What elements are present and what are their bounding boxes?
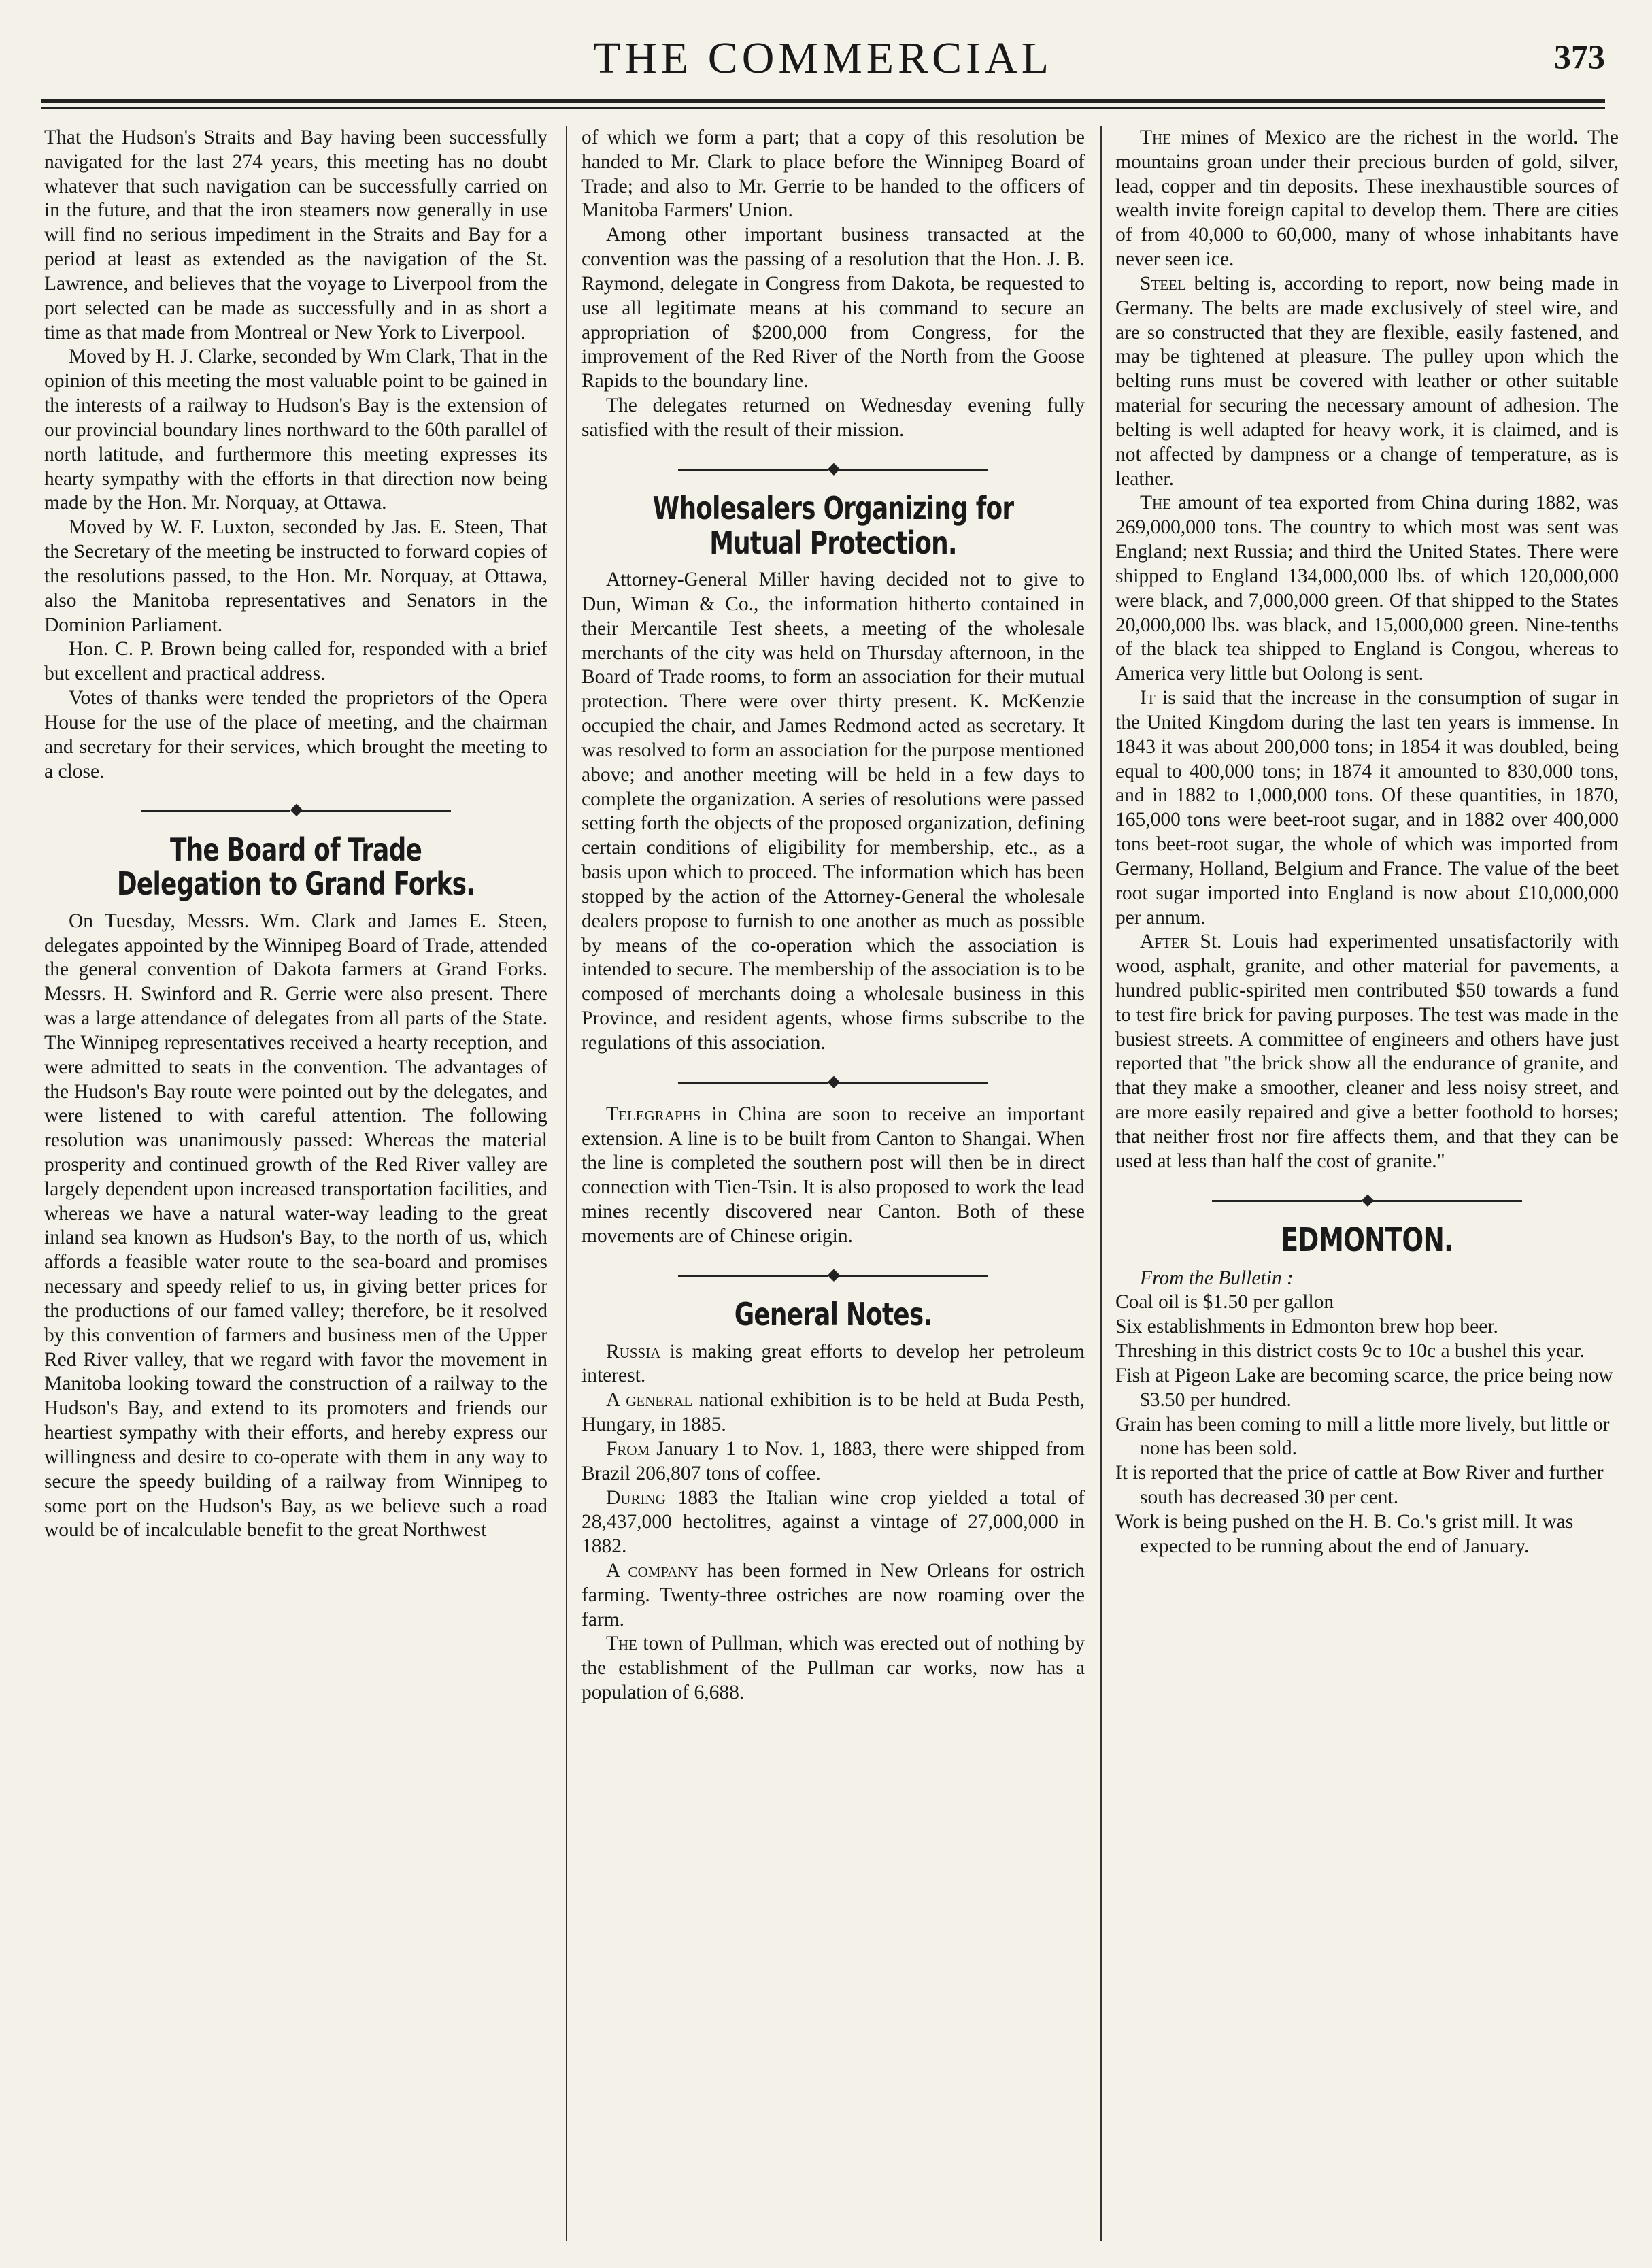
note-item	[581, 1486, 1085, 1559]
note-text: 1883 the Italian wine crop yielded a total of 28,437,000 hectolitres, against a vintage of 27,000,000 in 1882.	[581, 1486, 1085, 1558]
note-text: national exhibition is to be held at Buda Pesth, Hungary, in 1885.	[581, 1389, 1085, 1436]
lead-word: The	[1140, 492, 1172, 514]
paragraph: Among other important business transacted at the convention was the passing of a resolution that the Hon. J. B. Raymond, delegate in Congress from Dakota, be requested to use all legitimate means at his command to secure an appropriation of $200,000 from Congress, for the improvement of the Red River of the North from the Goose Rapids to the boundary line.	[581, 224, 1085, 393]
list-item: Work is being pushed on the H. B. Co.'s grist mill. It was expected to be running about the end of January.	[1115, 1510, 1574, 1557]
column-1	[44, 126, 547, 2241]
lead-word: A company	[606, 1560, 698, 1582]
article-headline: General Notes.	[734, 1295, 932, 1333]
note-text: belting is, according to report, now being made in Germany. The belts are made exclusively of steel wire, and are so constructed that they are flexible, easily fastened, and may be tightened at pleasure. The pulley upon which the belting runs must be covered with leather or other suitable material for securing the necessary amount of adhesion. The belting is well adapted for heavy work, it is claimed, and is not affected by dampness or a change of temperature, as is leather.	[1115, 272, 1619, 490]
column-divider	[566, 126, 567, 2241]
paragraph: The delegates returned on Wednesday evening fully satisfied with the result of their mission.	[581, 395, 1085, 441]
paragraph: That the Hudson's Straits and Bay having been successfully navigated for the last 274 years, this meeting has no doubt whatever that such navigation can be successfully carried on in the future, and that the iron steamers now generally in use will find no serious impediment in the Straits and Bay for a period at least as extended as the navigation of the St. Lawrence, and believes that the voyage to Liverpool from the port selected can be made as successfully and in as short a time as that made from Montreal or New York to Liverpool.	[44, 127, 547, 344]
note-text: St. Louis had experimented unsatisfactorily with wood, asphalt, granite, and other material for pavements, a hundred public-spirited men contributed $50 towards a fund to test fire brick for paving purposes. The test was made in the busiest streets. A committee of engineers and others have just reported that "the brick show all the endurance of granite, and that they make a smoother, cleaner and less noisy street, and are more easily repaired and give a better foothold to horses; that neither frost nor fire affects them, and that they can be used at less than half the cost of granite."	[1115, 931, 1619, 1172]
note-item	[1115, 686, 1619, 930]
lead-word: During	[606, 1486, 666, 1509]
note-text: mines of Mexico are the richest in the world. The mountains groan under their precious burden of gold, silver, lead, copper and tin deposits. These inexhaustible sources of wealth invite foreign capital to develop them. There are cities of from 40,000 to 60,000, many of whose inhabitants have never seen ice.	[1115, 127, 1619, 271]
lead-word: A general	[606, 1389, 693, 1412]
paragraph: On Tuesday, Messrs. Wm. Clark and James E. Steen, delegates appointed by the Winnipeg Board of Trade, attended the general convention of Dakota farmers at Grand Forks. Messrs. H. Swinford and R. Gerrie were also present. There was a large attendance of delegates from all parts of the State. The Winnipeg representatives received a hearty reception, and were admitted to seats in the convention. The advantages of the Hudson's Bay route were pointed out by the delegates, and were listened to with careful attention. The following resolution was unanimously passed: Whereas the material prosperity and continued growth of the Red River valley are largely dependent upon increased transportation facilities, and whereas we have a natural water-way leading to the great inland sea known as Hudson's Bay, to the north of us, which affords a feasible water route to the sea-board and promises necessary and speedy relief to us, in giving better prices for the productions of our famed valley; therefore, be it resolved by this convention of farmers and business men of the Upper Red River valley, that we regard with favor the movement in Manitoba looking toward the construction of a railway to the Hudson's Bay, and extend to its promoters and friends our heartiest sympathy with their efforts, and hereby express our willingness and desire to co-operate with them in any way to secure the speedy building of a railway from Winnipeg to some port on the Hudson's Bay, as we believe such a road would be of incalculable benefit to the great Northwest	[44, 910, 547, 1541]
lead-word: After	[1140, 931, 1190, 953]
note-item	[581, 1340, 1085, 1389]
article-headline: EDMONTON.	[1281, 1220, 1453, 1259]
note-item	[1115, 272, 1619, 491]
paragraph: Attorney-General Miller having decided not to give to Dun, Wiman & Co., the information hitherto contained in their Mercantile Test sheets, a meeting of the wholesale merchants of the city was held on Thursday afternoon, in the Board of Trade rooms, to form an association for their mutual protection. There were over thirty present. K. McKenzie occupied the chair, and James Redmond acted as secretary. It was resolved to form an association for the purpose mentioned above; and another meeting will be held in a few days to complete the organization. A series of resolutions were passed setting forth the objects of the proposed organization, defining certain conditions of eligibility for membership, etc., as a basis upon which to proceed. The information which has been stopped by the action of the Attorney-General the wholesale dealers propose to furnish to one another as much as possible by means of the co-operation which the association is intended to secure. The membership of the association is to be composed of merchants doing a wholesale business in this Province, and resident agents, whose firms subscribe to the regulations of this association.	[581, 569, 1085, 1054]
lead-word: It	[1140, 687, 1156, 710]
section-separator: ◆	[1115, 1190, 1619, 1210]
paragraph-text: in China are soon to receive an important extension. A line is to be built from Canton to Shangai. When the line is completed the southern post will then be in direct connection with Tien-Tsin. It is also proposed to work the lead mines recently discovered near Canton. Both of these movements are of Chinese origin.	[581, 1103, 1085, 1247]
note-text: has been formed in New Orleans for ostrich farming. Twenty-three ostriches are now roaming over the farm.	[581, 1560, 1085, 1631]
lead-word: From	[606, 1437, 650, 1460]
lead-word: Telegraphs	[606, 1103, 701, 1125]
paragraph: Hon. C. P. Brown being called for, responded with a brief but excellent and practical address.	[44, 638, 547, 685]
general-notes	[581, 1340, 1085, 1705]
article-headline: Wholesalers Organizing for Mutual Protection.	[652, 489, 1014, 561]
general-notes-continued	[1115, 126, 1619, 1174]
source-kicker: From the Bulletin :	[1140, 1267, 1294, 1289]
column-2	[581, 126, 1085, 2241]
section-separator: ◆	[581, 459, 1085, 479]
list-item: Threshing in this district costs 9c to 10c a bushel this year.	[1115, 1340, 1585, 1363]
lead-word: Steel	[1140, 272, 1186, 295]
paragraph: Votes of thanks were tended the proprietors of the Opera House for the use of the place of meeting, and the chairman and secretary for their services, which brought the meeting to a close.	[44, 687, 547, 782]
edmonton-items	[1115, 1290, 1619, 1558]
header-rule-thin	[41, 107, 1605, 109]
note-text: amount of tea exported from China during 1882, was 269,000,000 tons. The country to which most was sent was England; next Russia; and third the United States. There were shipped to England 134,000,000 lbs. of which 120,000,000 were black, and 7,000,000 green. Of that shipped to the States 20,000,000 lbs. was black, and 15,000,000 green. Nine-tenths of the black tea shipped to England is Congou, whereas to America very little but Oolong is sent.	[1115, 492, 1619, 685]
list-item: Coal oil is $1.50 per gallon	[1115, 1291, 1334, 1314]
paragraph: Moved by H. J. Clarke, seconded by Wm Clark, That in the opinion of this meeting the most valuable point to be gained in the interests of a railway to Hudson's Bay is the extension of our provincial boundary lines northward to the 60th parallel of north latitude, and furthermore this meeting expresses its hearty sympathy with the efforts in that direction now being made by the Hon. Mr. Norquay, at Ottawa.	[44, 346, 547, 514]
note-text: town of Pullman, which was erected out of nothing by the establishment of the Pullman car works, now has a population of 6,688.	[581, 1633, 1085, 1704]
note-item	[581, 1559, 1085, 1632]
lead-word: Russia	[606, 1340, 661, 1363]
masthead: THE COMMERCIAL	[592, 33, 1053, 83]
column-divider	[1100, 126, 1102, 2241]
paragraph	[581, 1103, 1085, 1249]
note-item	[1115, 491, 1619, 686]
note-item	[1115, 126, 1619, 272]
list-item: Fish at Pigeon Lake are becoming scarce, the price being now $3.50 per hundred.	[1115, 1364, 1613, 1411]
section-separator: ◆	[581, 1265, 1085, 1285]
paragraph: of which we form a part; that a copy of this resolution be handed to Mr. Clark to place before the Winnipeg Board of Trade; and also to Mr. Gerrie to be handed to the officers of Manitoba Farmers' Union.	[581, 127, 1085, 222]
lead-word: The	[606, 1633, 638, 1655]
paragraph: Moved by W. F. Luxton, seconded by Jas. E. Steen, That the Secretary of the meeting be instructed to forward copies of the resolutions passed, to the Hon. Mr. Norquay, at Ottawa, also the Manitoba representatives and Senators in the Dominion Parliament.	[44, 516, 547, 636]
note-item	[1115, 930, 1619, 1173]
list-item: Six establishments in Edmonton brew hop beer.	[1115, 1316, 1498, 1338]
note-item	[581, 1388, 1085, 1437]
header-rule	[41, 99, 1605, 103]
note-item	[581, 1632, 1085, 1705]
note-text: January 1 to Nov. 1, 1883, there were shipped from Brazil 206,807 tons of coffee.	[581, 1437, 1085, 1484]
section-separator: ◆	[581, 1072, 1085, 1092]
section-separator: ◆	[44, 800, 547, 820]
note-text: is said that the increase in the consumption of sugar in the United Kingdom during the last ten years is immense. In 1843 it was about 200,000 tons; in 1854 it was doubled, being equal to 400,000 tons; in 1874 it amounted to 830,000 tons, and in 1882 to 1,000,000 tons. Of these quantities, in 1870, 165,000 tons were beet-root sugar, and in 1882 over 400,000 tons beet-root sugar, the whole of which was imported from Germany, Holland, Belgium and France. The value of the beet root sugar imported into England is now about £10,000,000 per annum.	[1115, 687, 1619, 929]
article-headline: The Board of Trade Delegation to Grand Forks.	[116, 831, 475, 903]
lead-word: The	[1140, 127, 1172, 148]
note-item	[581, 1437, 1085, 1486]
list-item: Grain has been coming to mill a little more lively, but little or none has been sold.	[1115, 1413, 1610, 1460]
page-number: 373	[1554, 37, 1605, 76]
column-3	[1115, 126, 1619, 2241]
page-header	[41, 27, 1605, 95]
list-item: It is reported that the price of cattle at Bow River and further south has decreased 30 per cent.	[1115, 1462, 1604, 1509]
note-text: is making great efforts to develop her petroleum interest.	[581, 1340, 1085, 1387]
